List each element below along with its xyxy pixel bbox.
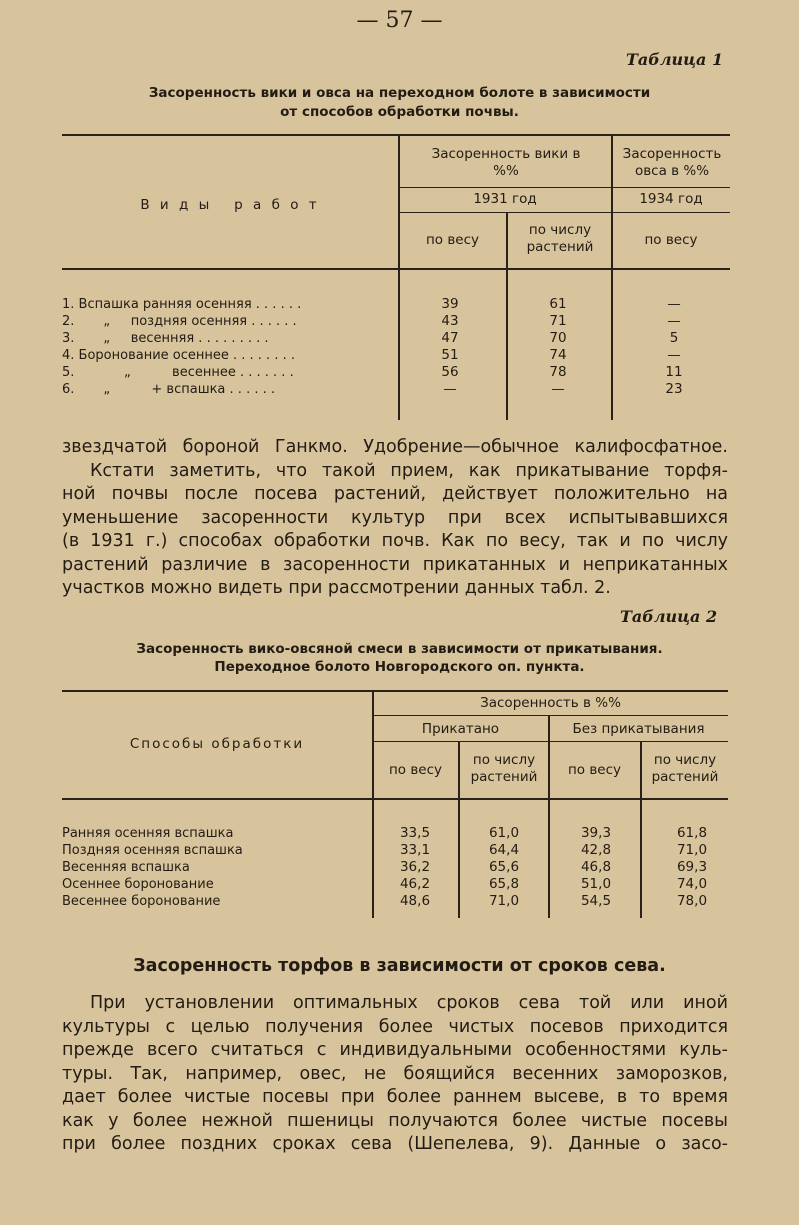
table1-year-1931: 1931 год (473, 191, 537, 207)
table1-divider-1 (398, 135, 400, 420)
paragraph-2-line: культуры с целью получения более чистых посевов приходится (62, 1016, 728, 1037)
table2-row-3-c: 46,8 (580, 859, 612, 875)
table1-title-line2: от способов обработки почвы. (280, 104, 519, 120)
table2-col-group: Засоренность в %% (480, 695, 621, 711)
paragraph-1-line: растений различие в засоренности прикатанных и неприкатанных (62, 554, 728, 575)
table1-row-1-weight: 39 (441, 296, 459, 312)
table2-row-2-name: Поздняя осенняя вспашка (62, 843, 243, 858)
paragraph-1 (62, 436, 728, 601)
table1-top-rule (62, 134, 730, 136)
table1-row-4-weight: 51 (441, 347, 459, 363)
table2-row-5-d: 78,0 (676, 893, 708, 909)
section-title: Засоренность торфов в зависимости от сроков сева. (133, 956, 666, 976)
table1-row-3-oves: 5 (669, 330, 679, 346)
table2-row-4-c: 51,0 (580, 876, 612, 892)
table1-by-weight-oves: по весу (644, 232, 698, 248)
table2-header-rule (62, 798, 728, 800)
table1-row-5-name: 5. „ весеннее . . . . . . . (62, 365, 294, 380)
table1-year-1934: 1934 год (639, 191, 703, 207)
paragraph-1-line: участков можно видеть при рассмотрении данных табл. 2. (62, 578, 611, 598)
table1-row-3-name: 3. „ весенняя . . . . . . . . . (62, 331, 269, 346)
table2-row-3-b: 65,6 (488, 859, 520, 875)
table2-row-4-b: 65,8 (488, 876, 520, 892)
table2-row-2-b: 64,4 (488, 842, 520, 858)
table1-year-rule (399, 187, 730, 188)
table1-label: Таблица 1 (626, 50, 724, 69)
table2-not-rolled-by-count: по числу растений (651, 752, 719, 785)
table2-row-4-d: 74,0 (676, 876, 708, 892)
page-number: — 57 — (356, 8, 443, 33)
table2-not-rolled-by-weight: по весу (567, 762, 622, 778)
paragraph-1-line: уменьшение засоренности культур при всех испытывавшихся (62, 507, 728, 528)
table2-group-rule (373, 715, 728, 716)
table1-row-6-count: — (551, 381, 565, 397)
paragraph-1-line: Кстати заметить, что такой прием, как прикатывание торфя- (90, 460, 728, 481)
paragraph-2-line: дает более чистые посевы при более раннем высеве, в то время (62, 1087, 728, 1107)
table1-row-4-count: 74 (549, 347, 567, 363)
table1-col-kinds: В и д ы р а б о т (140, 197, 320, 213)
table1-row-6-name: 6. „ + вспашка . . . . . . (62, 382, 275, 397)
table1-col-vika: Засоренность вики в %% (431, 146, 581, 179)
table2-row-3-name: Весенняя вспашка (62, 860, 190, 875)
table1-row-2-oves: — (667, 313, 681, 329)
table1-row-3-count: 70 (549, 330, 567, 346)
table2-top-rule (62, 690, 728, 692)
paragraph-2-line: прежде всего считаться с индивидуальными особенностями куль- (62, 1040, 728, 1060)
table1-row-1-oves: — (667, 296, 681, 312)
paragraph-1-line: ной почвы после посева растений, действует положительно на (62, 484, 728, 504)
table2-row-4-name: Осеннее боронование (62, 877, 214, 892)
table1-row-2-count: 71 (549, 313, 567, 329)
table2-row-3-d: 69,3 (676, 859, 708, 875)
paragraph-2-line: при более поздних сроках сева (Шепелева, 9). Данные о засо- (62, 1134, 728, 1154)
table1-divider-3 (611, 135, 613, 420)
table2-rolled-by-weight: по весу (388, 762, 443, 778)
table2-row-1-c: 39,3 (580, 825, 612, 841)
table1-row-3-weight: 47 (441, 330, 459, 346)
table1-row-5-count: 78 (549, 364, 567, 380)
table2-divider-3 (548, 716, 550, 918)
table2-row-2-c: 42,8 (580, 842, 612, 858)
table2-row-1-d: 61,8 (676, 825, 708, 841)
table1-col-oves: Засоренность овса в %% (622, 146, 722, 179)
table2-row-1-b: 61,0 (488, 825, 520, 841)
table2-label: Таблица 2 (620, 607, 718, 626)
table2-row-1-name: Ранняя осенняя вспашка (62, 826, 234, 841)
table2-rolled-by-count: по числу растений (470, 752, 538, 785)
table2-not-rolled: Без прикатывания (572, 721, 705, 737)
table1-by-weight: по весу (425, 232, 480, 248)
table1-row-5-weight: 56 (441, 364, 459, 380)
paragraph-1-line: звездчатой бороной Ганкмо. Удобрение—обычное калифосфатное. (62, 437, 728, 457)
table1-row-5-oves: 11 (665, 364, 683, 380)
paragraph-1-line: (в 1931 г.) способах обработки почв. Как по весу, так и по числу (62, 531, 728, 551)
table2-row-1-a: 33,5 (399, 825, 431, 841)
table1-header-rule (62, 268, 730, 270)
table2-row-2-a: 33,1 (399, 842, 431, 858)
table1-row-1-name: 1. Вспашка ранняя осенняя . . . . . . (62, 297, 302, 312)
table2-row-5-a: 48,6 (399, 893, 431, 909)
table2-row-5-b: 71,0 (488, 893, 520, 909)
table2-row-2-d: 71,0 (676, 842, 708, 858)
table1-row-2-weight: 43 (441, 313, 459, 329)
paragraph-2-line: туры. Так, например, овес, не боящийся весенних заморозков, (62, 1063, 728, 1084)
table2-row-3-a: 36,2 (399, 859, 431, 875)
table1-row-2-name: 2. „ поздняя осенняя . . . . . . (62, 314, 297, 329)
paragraph-2 (62, 992, 728, 1157)
table2-rolled: Прикатано (421, 721, 500, 737)
table1-by-count: по числу растений (526, 222, 594, 255)
table1-sub-rule (399, 212, 730, 213)
table2-col-method: Способы обработки (129, 736, 305, 752)
table1-row-6-weight: — (443, 381, 457, 397)
table1-row-6-oves: 23 (665, 381, 683, 397)
table2-row-5-c: 54,5 (580, 893, 612, 909)
table2-title-line1: Засоренность вико-овсяной смеси в зависимости от прикатывания. (136, 641, 663, 657)
paragraph-2-line: как у более нежной пшеницы получаются более чистые посевы (62, 1110, 728, 1131)
table2-row-5-name: Весеннее боронование (62, 894, 221, 909)
table2-title-line2: Переходное болото Новгородского оп. пункта. (214, 659, 585, 675)
table1-title-line1: Засоренность вики и овса на переходном болоте в зависимости (148, 85, 651, 101)
table2-row-4-a: 46,2 (399, 876, 431, 892)
table1-row-1-count: 61 (549, 296, 567, 312)
table1-divider-2 (506, 212, 508, 420)
table1-row-4-oves: — (667, 347, 681, 363)
table2-sub-rule (373, 741, 728, 742)
paragraph-2-line: При установлении оптимальных сроков сева той или иной (90, 993, 728, 1013)
table1-row-4-name: 4. Боронование осеннее . . . . . . . . (62, 348, 295, 363)
